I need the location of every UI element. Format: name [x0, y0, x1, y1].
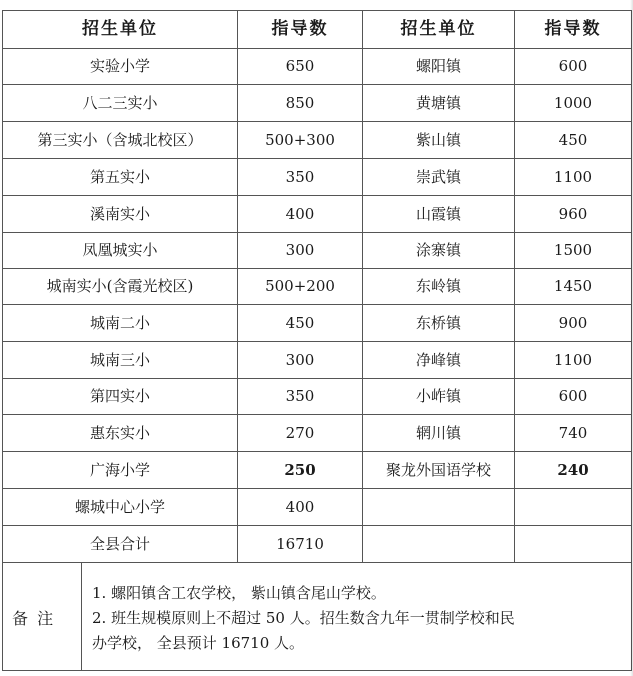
note-line-3: 办学校， 全县预计 16710 人。: [92, 634, 305, 652]
guidance-number-cell: 240: [557, 460, 589, 479]
guidance-number-cell: 270: [285, 423, 315, 442]
unit-name-cell: 第五实小: [89, 167, 150, 186]
unit-name-cell: 山霞镇: [415, 204, 461, 223]
guidance-number-cell: 400: [285, 204, 315, 223]
unit-name-cell: 涂寨镇: [415, 241, 461, 259]
guidance-number-cell: 740: [558, 423, 588, 442]
notes-divider: [81, 562, 82, 671]
unit-name-cell: 东岭镇: [415, 277, 461, 295]
header-cell: 招生单位: [82, 19, 158, 39]
header-cell: 指导数: [544, 19, 602, 39]
guidance-number-cell: 250: [284, 460, 316, 479]
unit-name-cell: 城南实小(含霞光校区): [46, 277, 194, 295]
unit-name-cell: 黄塘镇: [415, 93, 461, 112]
header-cell: 指导数: [271, 19, 329, 39]
guidance-number-cell: 1000: [553, 93, 593, 112]
unit-name-cell: 崇武镇: [415, 167, 461, 186]
unit-name-cell: 八二三实小: [82, 93, 158, 112]
notes-title: 备 注: [12, 609, 56, 628]
guidance-number-cell: 350: [285, 167, 315, 186]
unit-name-cell: 辋川镇: [415, 423, 461, 442]
guidance-number-cell: 350: [285, 387, 315, 405]
unit-name-cell: 东桥镇: [415, 313, 461, 332]
unit-name-cell: 实验小学: [89, 57, 150, 75]
note-line-2: 2. 班生规模原则上不超过 50 人。招生数含九年一贯制学校和民: [92, 609, 515, 627]
guidance-number-cell: 500+200: [265, 277, 335, 295]
unit-name-cell: 第三实小（含城北校区）: [37, 130, 203, 149]
table-rule-15: [2, 562, 632, 563]
unit-name-cell: [363, 526, 514, 562]
unit-name-cell: 城南三小: [89, 350, 150, 369]
unit-name-cell: 紫山镇: [415, 130, 461, 149]
guidance-number-cell: [515, 526, 631, 562]
unit-name-cell: 广海小学: [89, 460, 150, 479]
unit-name-cell: 第四实小: [89, 387, 150, 405]
guidance-number-cell: 450: [558, 130, 588, 149]
guidance-number-cell: 450: [285, 313, 315, 332]
guidance-number-cell: 960: [558, 204, 588, 223]
guidance-number-cell: 600: [558, 387, 588, 405]
guidance-number-cell: [515, 489, 631, 525]
unit-name-cell: 螺阳镇: [415, 57, 461, 75]
guidance-number-cell: 1500: [553, 241, 593, 259]
unit-name-cell: [363, 489, 514, 525]
unit-name-cell: 城南二小: [89, 313, 150, 332]
guidance-number-cell: 500+300: [265, 130, 335, 149]
unit-name-cell: 小岞镇: [415, 387, 461, 405]
unit-name-cell: 凤凰城实小: [82, 241, 158, 259]
guidance-number-cell: 650: [285, 57, 315, 75]
guidance-number-cell: 600: [558, 57, 588, 75]
guidance-number-cell: 850: [285, 93, 315, 112]
guidance-number-cell: 1100: [553, 167, 593, 186]
guidance-number-cell: 16710: [276, 534, 324, 553]
guidance-number-cell: 1450: [553, 277, 593, 295]
unit-name-cell: 溪南实小: [89, 204, 150, 223]
note-line-1: 1. 螺阳镇含工农学校， 紫山镇含尾山学校。: [92, 584, 386, 602]
table-rule-bottom: [2, 670, 632, 671]
unit-name-cell: 螺城中心小学: [74, 497, 165, 516]
unit-name-cell: 惠东实小: [89, 423, 150, 442]
unit-name-cell: 净峰镇: [415, 350, 461, 369]
unit-name-cell: 全县合计: [89, 534, 150, 553]
unit-name-cell: 聚龙外国语学校: [385, 461, 491, 479]
header-cell: 招生单位: [400, 19, 477, 39]
guidance-number-cell: 300: [285, 241, 315, 259]
guidance-number-cell: 300: [285, 350, 315, 369]
guidance-number-cell: 900: [558, 313, 588, 332]
guidance-number-cell: 1100: [553, 350, 593, 369]
guidance-number-cell: 400: [285, 497, 315, 516]
